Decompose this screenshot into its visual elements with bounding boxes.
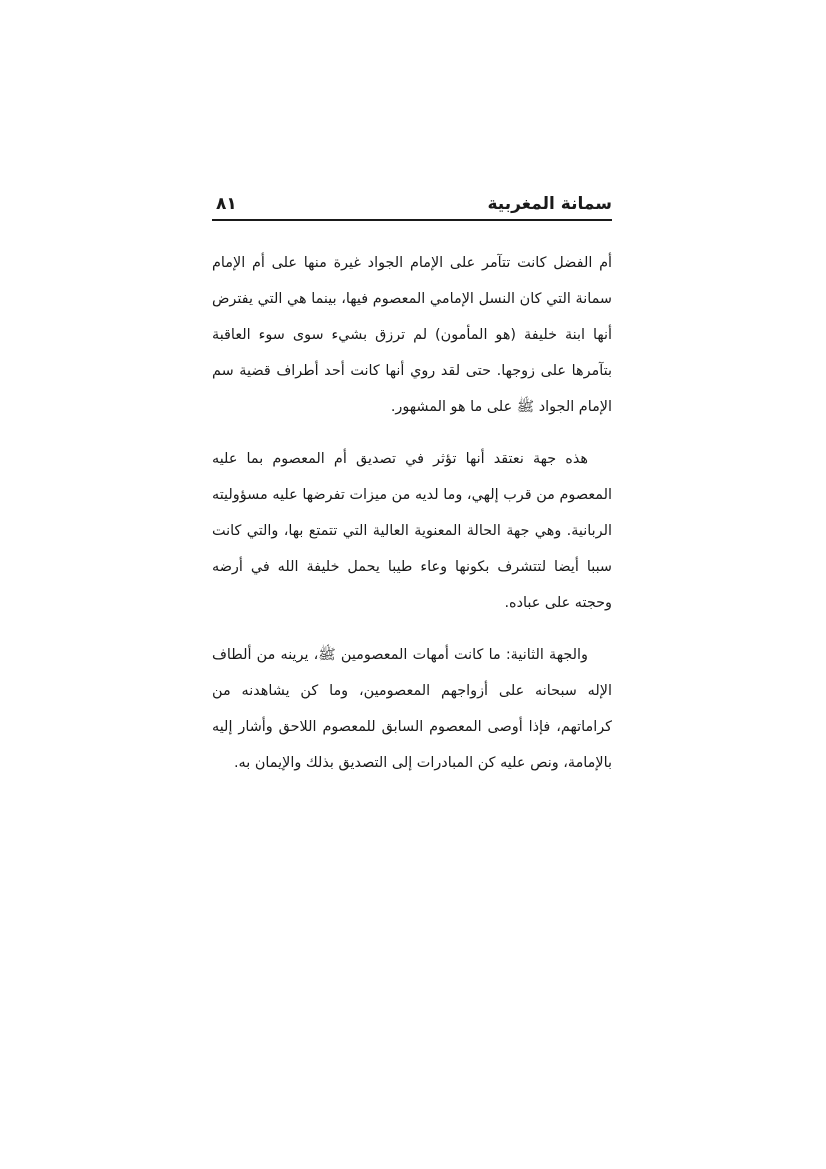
running-header bbox=[212, 190, 612, 218]
header-rule bbox=[212, 219, 612, 221]
paragraph-3: والجهة الثانية: ما كانت أمهات المعصومين ﷺ، يرينه من ألطاف الإله سبحانه على أزواجهم المعصومين، وما كن يشاهدنه من كراماتهم، فإذا أوصى المعصوم السابق للمعصوم اللاحق وأشار إليه بالإمامة، ونص عليه كن المبادرات إلى التصديق بذلك والإيمان به. bbox=[212, 647, 612, 771]
running-title: سمانة المغربية bbox=[487, 194, 612, 214]
paragraph-2: هذه جهة نعتقد أنها تؤثر في تصديق أم المعصوم بما عليه المعصوم من قرب إلهي، وما لديه من ميزات تفرضها عليه مسؤوليته الربانية. وهي جهة الحالة المعنوية العالية التي تتمتع بها، والتي كانت سببا أيضا لتتشرف بكونها وعاء طيبا يحمل خليفة الله في أرضه وحجته على عباده. bbox=[212, 451, 612, 611]
body-text bbox=[212, 245, 612, 797]
page-number: ٨١ bbox=[216, 194, 237, 214]
paragraph-1: أم الفضل كانت تتآمر على الإمام الجواد غيرة منها على أم الإمام سمانة التي كان النسل الإمامي المعصوم فيها، بينما هي التي يفترض أنها ابنة خليفة (هو المأمون) لم ترزق بشيء سوى سوء العاقبة بتآمرها على زوجها. حتى لقد روي أنها كانت أحد أطراف قضية سم الإمام الجواد ﷺ على ما هو المشهور. bbox=[212, 255, 612, 415]
